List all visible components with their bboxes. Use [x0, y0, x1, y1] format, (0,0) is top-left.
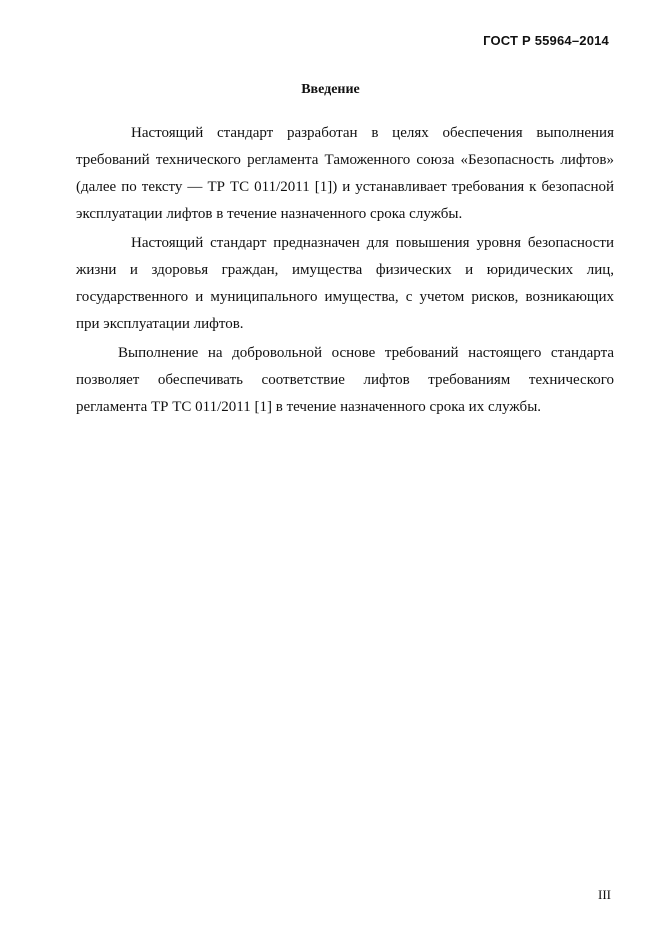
section-title: Введение — [301, 82, 360, 97]
document-code: ГОСТ Р 55964–2014 — [483, 33, 609, 48]
paragraph-purpose: Настоящий стандарт разработан в целях обеспечения выполнения требований технического регламента Таможенного союза «Безопасность лифтов» (далее по тексту — ТР ТС 011/2011 [1]) и устанавливает требования к безопасной эксплуатации лифтов в течение назначенного срока службы. — [76, 125, 614, 222]
paragraph-intent: Настоящий стандарт предназначен для повышения уровня безопасности жизни и здоровья граждан, имущества физических и юридических лиц, государственного и муниципального имущества, с учетом рисков, возникающих при эксплуатации лифтов. — [76, 235, 614, 332]
paragraph-compliance: Выполнение на добровольной основе требований настоящего стандарта позволяет обеспечивать соответствие лифтов требованиям технического регламента ТР ТС 011/2011 [1] в течение назначенного срока их службы. — [76, 345, 614, 415]
body-text — [76, 120, 614, 423]
page-number: III — [598, 887, 611, 902]
